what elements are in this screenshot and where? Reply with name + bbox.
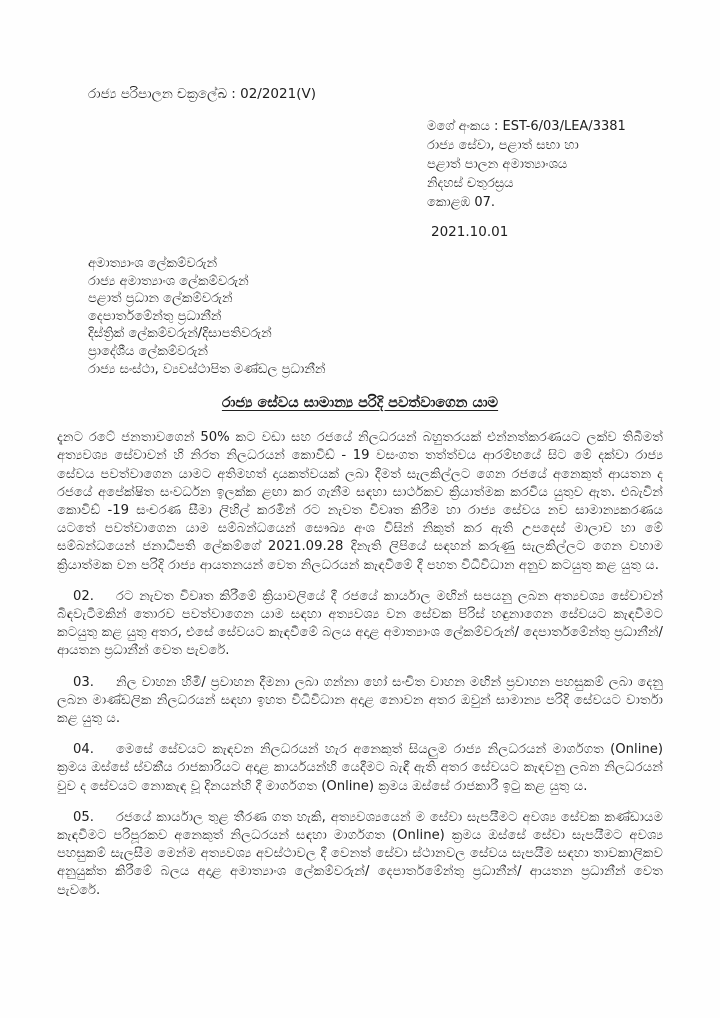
circular-reference: රාජ්‍ය පරිපාලන චක්‍රලේඛ : 02/2021(V): [88, 86, 316, 102]
paragraph-number: 04.: [73, 742, 94, 758]
paragraph-text: රට නැවත විවෘත කිරීමේ ක්‍රියාවලියේ දී රජයේ කාර්යාල මඟින් සපයනු ලබන අත්‍යවශ්‍ය සේවාවන් බිඳවැටීමකින් තොරව පවත්වාගෙන යාම සඳහා අත්‍යවශ්‍ය වන සේවක පිරිස් හඳුනාගෙන සේවයට කැඳවීමට කටයුතු කළ යුතු අතර, එසේ සේවයට කැඳවීමේ බලය අදාළ අමාත්‍යාංශ ලේකම්වරුන්/ දෙපාර්තමේන්තු ප්‍රධානීන්/ ආයතන ප්‍රධානීන් වෙත පැවරේ.: [57, 588, 663, 659]
sender-address-line1: නිදහස් චතුරස්‍රය: [427, 176, 514, 191]
addressee-item: ප්‍රාදේශීය ලේකම්වරුන්: [88, 343, 208, 359]
paragraph-number: 05.: [73, 809, 94, 825]
paragraph-text: රජයේ කාර්යාල තුළ තීරණ ගත හැකි, අත්‍යවශ්‍යයෙන් ම සේවා සැපයීමට අවශ්‍ය සේවක කණ්ඩායම කැඳවීමට පරිපූරකව අනෙකුත් නිලධරයන් සඳහා මාර්ගගත (Online) ක්‍රමය ඔස්සේ සේවා සැපයීමට අවශ්‍ය පහසුකම් සැලසීම මෙන්ම අත්‍යවශ්‍ය අවස්ථාවල දී වෙනත් සේවා ස්ථානවල සේවය සැපයීම සඳහා තාවකාලිකව අනුයුක්ත කිරීමේ බලය අදාළ අමාත්‍යාංශ ලේකම්වරුන්/ දෙපාර්තමේන්තු ප්‍රධානීන්/ ආයතන ප්‍රධානීන් වෙත පැවරේ.: [57, 809, 663, 898]
paragraph-text: මෙසේ සේවයට කැඳවන නිලධරයන් හැර අනෙකුත් සියලුම රාජ්‍ය නිලධරයන් මාර්ගගත (Online) ක්‍රමය ඔස්සේ ස්වකීය රාජකාරියට අදාළ කාර්යයන්හි යෙදීමට බැඳී ඇති අතර සේවයට කැඳවනු ලබන නිලධරයන් වුව ද සේවයට නොකැඳ වූ දිනයන්හි දී මාර්ගගත (Online) ක්‍රමය ඔස්සේ රාජකාරී ඉටු කළ යුතු ය.: [57, 742, 663, 794]
intro-paragraph: දැනට රටේ ජනතාවගෙන් 50% කට වඩා සහ රජයේ නිලධරයන් බහුතරයක් එන්නත්කරණයට ලක්ව තිබීමත් අත්‍යවශ්‍ය සේවාවන් හි නිරත නිලධරයන් කොවිඩ් - 19 වසංගත තත්ත්වය ආරම්භයේ සිට මේ දක්වා රාජ්‍ය සේවය පවත්වාගෙන යාමට අතිමහත් දායකත්වයක් ලබා දීමත් සැලකිල්ලට ගෙන රජයේ අනෙකුත් ආයතන ද රජයේ අපේක්ෂිත සංවර්ධන ඉලක්ක ළඟා කර ගැනීම සඳහා සාර්ථකව ක්‍රියාත්මක කරවිය යුතුව ඇත. එබැවින් කොවිඩ් -19 සංචරණ සීමා ලිහිල් කරමින් රට නැවත විවෘත කිරීම හා රාජ්‍ය සේවය නව සාමාන්‍යකරණය යටතේ පවත්වාගෙන යාම සම්බන්ධයෙන් සෞඛ්‍ය අංශ විසින් නිකුත් කර ඇති උපදෙස් මාලාව හා මේ සම්බන්ධයෙන් ජනාධිපති ලේකම්ගේ 2021.09.28 දිනැති ලිපියේ සඳහන් කරුණු සැලකිල්ලට ගෙන වහාම ක්‍රියාත්මක වන පරිදි රාජ්‍ය ආයතනයන් වෙත නිලධරයන් කැඳවීමේ දී පහත විධිවිධාන අනුව කටයුතු කළ යුතු ය.: [57, 430, 663, 573]
addressee-item: පළාත් ප්‍රධාන ලේකම්වරුන්: [88, 291, 233, 307]
paragraph-number: 02.: [73, 588, 94, 604]
paragraph-number: 03.: [73, 674, 94, 690]
addressee-list: [88, 255, 663, 378]
addressee-item: අමාත්‍යාංශ ලේකම්වරුන්: [88, 256, 218, 271]
numbered-paragraph-04: [57, 741, 663, 796]
document-title: රාජ්‍ය සේවය සාමාන්‍ය පරිදි පවත්වාගෙන යාම: [221, 395, 499, 412]
addressee-item: දෙපාර්තමේන්තු ප්‍රධානීන්: [88, 308, 222, 324]
paragraph-text: නිල වාහන හිමි/ ප්‍රවාහන දීමනා ලබා ගන්නා හෝ සංචිත වාහන මඟින් ප්‍රවාහන පහසුකම් ලබා දෙනු ලබන මාණ්ඩලික නිලධරයන් සඳහා ඉහත විධිවිධාන අදාළ නොවන අතර ඔවුන් සාමාන්‍ය පරිදි සේවයට වාර්තා කළ යුතු ය.: [57, 674, 663, 726]
sender-ministry-line2: පළාත් පාලන අමාත්‍යාංශය: [427, 157, 568, 172]
document-date: 2021.10.01: [431, 224, 509, 240]
sender-address-line2: කොළඹ 07.: [427, 195, 496, 210]
sender-address-block: [427, 117, 663, 212]
document-content: [57, 0, 663, 900]
numbered-paragraph-05: [57, 809, 663, 900]
sender-ministry-line1: රාජ්‍ය සේවා, පළාත් සභා හා: [427, 138, 579, 153]
addressee-item: රාජ්‍ය අමාත්‍යාංශ ලේකම්වරුන්: [88, 273, 249, 289]
numbered-paragraph-03: [57, 674, 663, 729]
addressee-item: දිස්ත්‍රික් ලේකම්වරුන්/දිසාපතිවරුන්: [88, 326, 272, 342]
sender-my-number: මගේ අංකය : EST-6/03/LEA/3381: [427, 119, 626, 134]
addressee-item: රාජ්‍ය සංස්ථා, ව්‍යවස්ථාපිත මණ්ඩල ප්‍රධානීන්: [88, 361, 326, 377]
numbered-paragraph-02: [57, 588, 663, 661]
